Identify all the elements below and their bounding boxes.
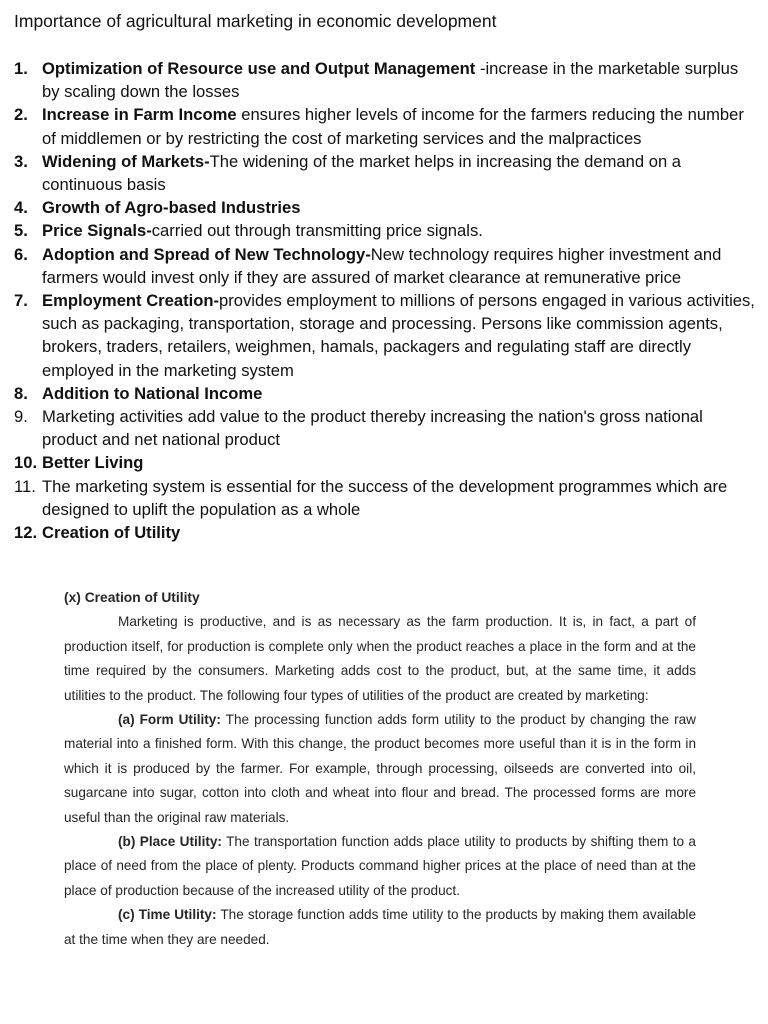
time-utility-text: The storage function adds time utility to the products by making them available at the time when they are needed.: [64, 907, 697, 947]
item-number: 3.: [14, 151, 28, 171]
scanned-textbook-excerpt: [64, 586, 696, 952]
place-utility-paragraph: [64, 830, 696, 903]
item-text: provides employment to millions of persons engaged in various activities, such as packaging, transportation, storage and processing. Persons like commission agents, brokers, traders, retailers, weighmen, hamals, packagers and regulating staff are directly employed in the marketing system: [42, 291, 755, 380]
item-number: 4.: [14, 198, 28, 218]
item-number: 5.: [14, 221, 28, 241]
time-utility-paragraph: [64, 903, 696, 952]
time-utility-label: (c) Time Utility:: [118, 907, 217, 923]
item-bold-title: Growth of Agro-based Industries: [42, 198, 301, 218]
item-text: ensures higher levels of income for the farmers reducing the number of middlemen or by restricting the cost of marketing services and the malpractices: [42, 105, 744, 148]
item-bold-title: Increase in Farm Income: [42, 105, 237, 125]
item-number: 11.: [14, 476, 36, 496]
list-item: [14, 103, 758, 149]
item-number: 7.: [14, 291, 28, 311]
item-number: 1.: [14, 59, 28, 78]
item-bold-title: Adoption and Spread of New Technology-: [42, 244, 371, 264]
item-bold-title: Price Signals-: [42, 221, 152, 241]
item-number: 8.: [14, 383, 28, 403]
list-item: [14, 451, 758, 474]
item-bold-title: Employment Creation-: [42, 291, 220, 311]
list-item: [14, 475, 758, 521]
list-item: [14, 219, 758, 242]
item-bold-title: Better Living: [42, 453, 144, 473]
list-item: [14, 196, 758, 219]
list-item: [14, 243, 758, 289]
item-text: -increase in the marketable surplus by scaling down the losses: [42, 59, 739, 102]
excerpt-title: (x) Creation of Utility: [64, 590, 200, 605]
item-number: 12.: [14, 523, 38, 543]
importance-list: [14, 57, 758, 544]
place-utility-label: (b) Place Utility:: [118, 834, 222, 850]
form-utility-paragraph: [64, 708, 696, 830]
excerpt-intro-paragraph: Marketing is productive, and is as necessary as the farm production. It is, in fact, a part of production itself, for production is complete only when the product reaches a place in the form and at the time required by the consumers. Marketing adds cost to the product, but, at the same time, it adds utilities to the product. The following four types of utilities of the product are created by marketing:: [64, 614, 696, 703]
item-bold-title: Addition to National Income: [42, 383, 263, 403]
item-number: 2.: [14, 105, 28, 125]
item-text: Marketing activities add value to the product thereby increasing the nation's gross national product and net national product: [42, 407, 703, 450]
item-number: 10.: [14, 453, 38, 473]
item-number: 6.: [14, 244, 28, 264]
form-utility-label: (a) Form Utility:: [118, 712, 221, 728]
item-text: The widening of the market helps in increasing the demand on a continuous basis: [42, 151, 682, 195]
item-bold-title: Optimization of Resource use and Output Management: [42, 59, 476, 78]
list-item: [14, 382, 758, 405]
item-text: New technology requires higher investment and farmers would invest only if they are assured of market clearance at remunerative price: [42, 244, 722, 287]
list-item: [14, 289, 758, 382]
item-number: 9.: [14, 407, 28, 427]
list-item: [14, 57, 758, 103]
item-bold-title: Widening of Markets-: [42, 151, 210, 171]
item-text: carried out through transmitting price signals.: [151, 221, 483, 241]
place-utility-text: The transportation function adds place utility to products by shifting them to a place of need from the place of plenty. Products command higher prices at the place of need than at the place of production because of the increased utility of the product.: [64, 834, 696, 898]
form-utility-text: The processing function adds form utility to the product by changing the raw material into a finished form. With this change, the product becomes more useful than it is in the form in which it is produced by the farmer. For example, through processing, oilseeds are converted into oil, sugarcane into sugar, cotton into cloth and wheat into flour and bread. The processed forms are more useful than the original raw materials.: [64, 712, 696, 825]
item-text: The marketing system is essential for the success of the development programmes which are designed to uplift the population as a whole: [42, 476, 728, 519]
list-item: [14, 405, 758, 451]
list-item: [14, 521, 758, 544]
document-heading: Importance of agricultural marketing in economic development: [14, 11, 497, 31]
list-item: [14, 150, 758, 196]
item-bold-title: Creation of Utility: [42, 523, 181, 543]
